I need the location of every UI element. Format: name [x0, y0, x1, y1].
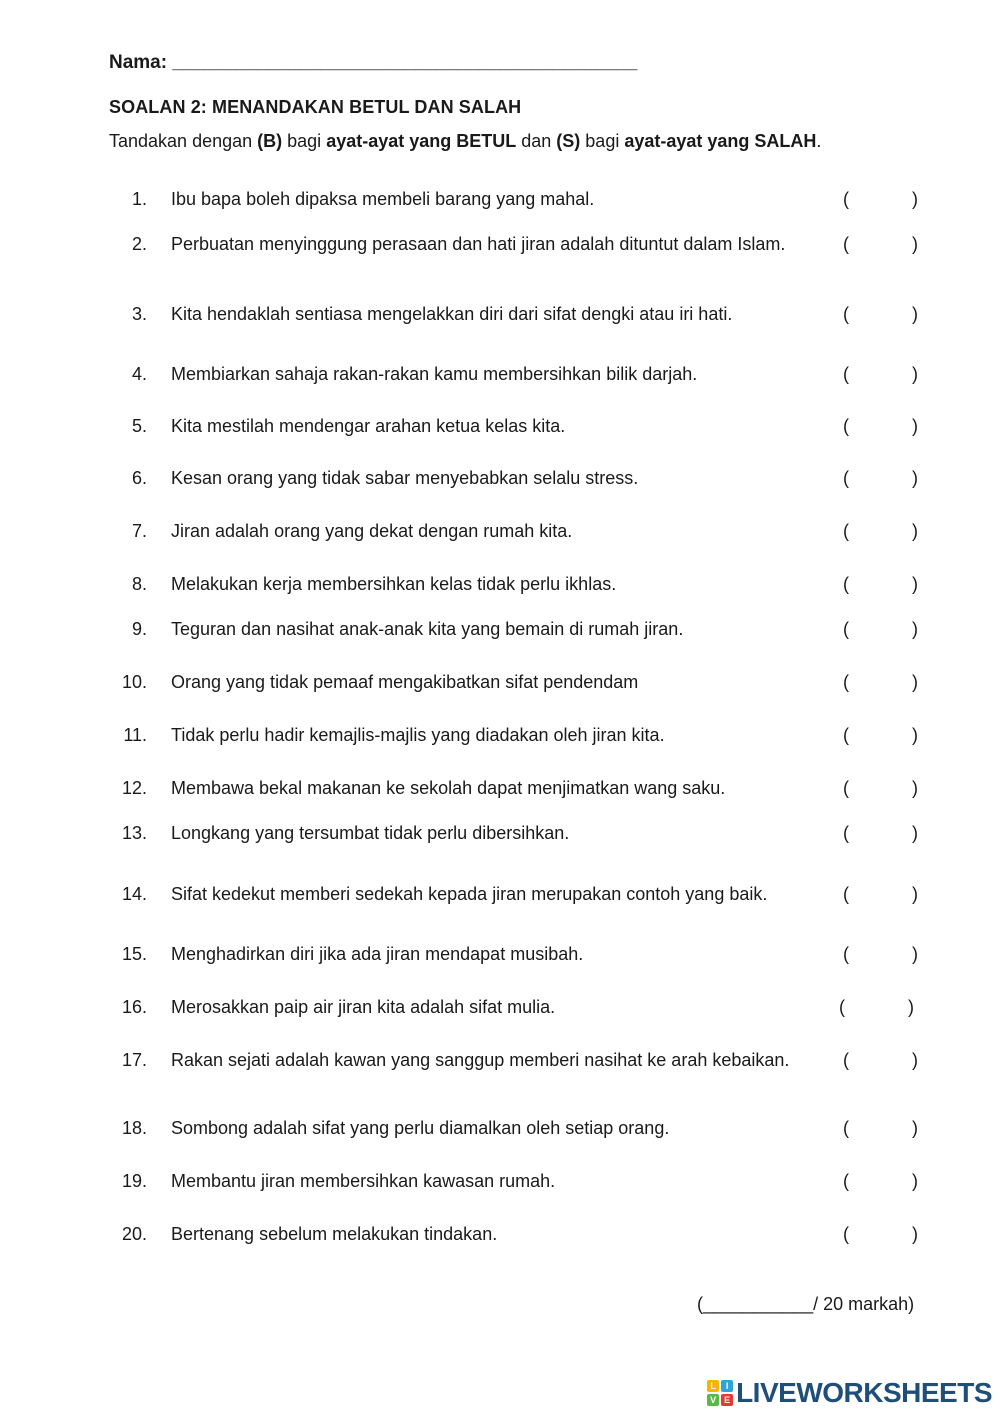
answer-bracket-close: ): [912, 944, 918, 964]
answer-bracket-close: ): [912, 725, 918, 745]
question-number: 3.: [131, 304, 147, 324]
answer-bracket-open: (: [843, 574, 849, 594]
instruction-bold: (S): [556, 131, 581, 151]
answer-bracket-open: (: [843, 468, 849, 488]
answer-input[interactable]: [856, 724, 906, 747]
answer-bracket-close: ): [912, 574, 918, 594]
question-text: Melakukan kerja membersihkan kelas tidak perlu ikhlas.: [171, 574, 617, 594]
answer-bracket-close: ): [912, 619, 918, 639]
question-number: 16.: [121, 997, 147, 1017]
question-number: 12.: [121, 778, 147, 798]
answer-bracket-close: ): [912, 1224, 918, 1244]
question-text: Kita hendaklah sentiasa mengelakkan diri dari sifat dengki atau iri hati.: [171, 304, 733, 324]
answer-bracket-open: (: [843, 1224, 849, 1244]
answer-bracket-open: (: [843, 416, 849, 436]
logo-tile: I: [721, 1380, 733, 1392]
answer-input[interactable]: [856, 520, 906, 543]
question-number: 13.: [121, 823, 147, 843]
answer-bracket-close: ): [912, 1118, 918, 1138]
logo-tile: L: [707, 1380, 719, 1392]
instruction-part: bagi: [580, 131, 625, 151]
answer-bracket-open: (: [843, 619, 849, 639]
answer-input[interactable]: [856, 363, 906, 386]
answer-bracket-open: (: [843, 1050, 849, 1070]
question-number: 14.: [121, 884, 147, 904]
answer-bracket-open: (: [843, 672, 849, 692]
answer-bracket-open: (: [843, 189, 849, 209]
question-number: 9.: [131, 619, 147, 639]
question-text: Longkang yang tersumbat tidak perlu dibersihkan.: [171, 823, 570, 843]
question-number: 17.: [121, 1050, 147, 1070]
answer-bracket-open: (: [843, 521, 849, 541]
question-text: Membantu jiran membersihkan kawasan rumah.: [171, 1171, 556, 1191]
answer-bracket-close: ): [912, 468, 918, 488]
liveworksheets-logo: [707, 1378, 992, 1408]
answer-bracket-open: (: [843, 304, 849, 324]
answer-bracket-open: (: [843, 725, 849, 745]
score-total: (___________/ 20 markah): [697, 1294, 915, 1314]
answer-input[interactable]: [856, 467, 906, 490]
question-text: Orang yang tidak pemaaf mengakibatkan sifat pendendam: [171, 672, 639, 692]
answer-bracket-open: (: [843, 778, 849, 798]
answer-bracket-close: ): [912, 1171, 918, 1191]
question-text: Membawa bekal makanan ke sekolah dapat menjimatkan wang saku.: [171, 778, 726, 798]
question-number: 1.: [131, 189, 147, 209]
section-title: SOALAN 2: MENANDAKAN BETUL DAN SALAH: [109, 97, 522, 117]
answer-input[interactable]: [856, 777, 906, 800]
answer-bracket-close: ): [912, 189, 918, 209]
answer-input[interactable]: [856, 1049, 906, 1072]
instruction-bold: ayat-ayat yang SALAH: [624, 131, 817, 151]
logo-text: LIVEWORKSHEETS: [736, 1377, 992, 1408]
answer-bracket-close: ): [912, 521, 918, 541]
question-text: Kita mestilah mendengar arahan ketua kelas kita.: [171, 416, 566, 436]
instruction-part: Tandakan dengan: [109, 131, 258, 151]
instruction-part: .: [816, 131, 822, 151]
logo-tile: V: [707, 1394, 719, 1406]
question-text: Jiran adalah orang yang dekat dengan rumah kita.: [171, 521, 573, 541]
logo-tile: E: [721, 1394, 733, 1406]
answer-input[interactable]: [856, 822, 906, 845]
question-text: Ibu bapa boleh dipaksa membeli barang yang mahal.: [171, 189, 595, 209]
answer-bracket-close: ): [912, 416, 918, 436]
answer-input[interactable]: [856, 883, 906, 906]
answer-input[interactable]: [856, 303, 906, 326]
answer-bracket-open: (: [839, 997, 845, 1017]
answer-bracket-open: (: [843, 823, 849, 843]
answer-bracket-close: ): [912, 778, 918, 798]
question-text: Perbuatan menyinggung perasaan dan hati jiran adalah dituntut dalam Islam.: [171, 234, 786, 254]
answer-bracket-close: ): [908, 997, 914, 1017]
answer-bracket-open: (: [843, 234, 849, 254]
question-text: Membiarkan sahaja rakan-rakan kamu membersihkan bilik darjah.: [171, 364, 698, 384]
question-number: 6.: [131, 468, 147, 488]
question-number: 20.: [121, 1224, 147, 1244]
question-text: Tidak perlu hadir kemajlis-majlis yang diadakan oleh jiran kita.: [171, 725, 665, 745]
question-number: 7.: [131, 521, 147, 541]
answer-input[interactable]: [856, 943, 906, 966]
answer-input[interactable]: [856, 1170, 906, 1193]
answer-input[interactable]: [856, 188, 906, 211]
instruction-part: dan: [516, 131, 557, 151]
answer-bracket-close: ): [912, 823, 918, 843]
answer-bracket-open: (: [843, 884, 849, 904]
question-number: 18.: [121, 1118, 147, 1138]
answer-input[interactable]: [856, 573, 906, 596]
question-number: 10.: [121, 672, 147, 692]
question-number: 2.: [131, 234, 147, 254]
instruction-text: [109, 131, 821, 152]
logo-mark-icon: [707, 1380, 733, 1406]
question-number: 8.: [131, 574, 147, 594]
answer-input[interactable]: [856, 618, 906, 641]
answer-input[interactable]: [856, 1223, 906, 1246]
question-text: Merosakkan paip air jiran kita adalah sifat mulia.: [171, 997, 556, 1017]
question-text: Rakan sejati adalah kawan yang sanggup memberi nasihat ke arah kebaikan.: [171, 1050, 790, 1070]
question-number: 5.: [131, 416, 147, 436]
question-number: 19.: [121, 1171, 147, 1191]
answer-bracket-close: ): [912, 884, 918, 904]
answer-bracket-close: ): [912, 364, 918, 384]
answer-bracket-close: ): [912, 304, 918, 324]
question-text: Bertenang sebelum melakukan tindakan.: [171, 1224, 498, 1244]
answer-input[interactable]: [856, 233, 906, 256]
answer-input[interactable]: [856, 415, 906, 438]
answer-input[interactable]: [856, 671, 906, 694]
answer-input[interactable]: [852, 996, 902, 1019]
answer-bracket-open: (: [843, 1171, 849, 1191]
question-text: Teguran dan nasihat anak-anak kita yang bemain di rumah jiran.: [171, 619, 684, 639]
answer-bracket-close: ): [912, 1050, 918, 1070]
answer-bracket-open: (: [843, 944, 849, 964]
answer-input[interactable]: [856, 1117, 906, 1140]
answer-bracket-close: ): [912, 672, 918, 692]
answer-bracket-open: (: [843, 1118, 849, 1138]
answer-bracket-close: ): [912, 234, 918, 254]
question-text: Sombong adalah sifat yang perlu diamalkan oleh setiap orang.: [171, 1118, 670, 1138]
instruction-part: bagi: [282, 131, 327, 151]
question-text: Sifat kedekut memberi sedekah kepada jiran merupakan contoh yang baik.: [171, 884, 768, 904]
question-number: 15.: [121, 944, 147, 964]
question-text: Menghadirkan diri jika ada jiran mendapat musibah.: [171, 944, 584, 964]
question-text: Kesan orang yang tidak sabar menyebabkan selalu stress.: [171, 468, 639, 488]
question-number: 4.: [131, 364, 147, 384]
instruction-bold: ayat-ayat yang BETUL: [326, 131, 517, 151]
name-field-label: Nama: ____________________________________________: [109, 52, 638, 73]
answer-bracket-open: (: [843, 364, 849, 384]
instruction-bold: (B): [257, 131, 283, 151]
question-number: 11.: [123, 725, 147, 745]
